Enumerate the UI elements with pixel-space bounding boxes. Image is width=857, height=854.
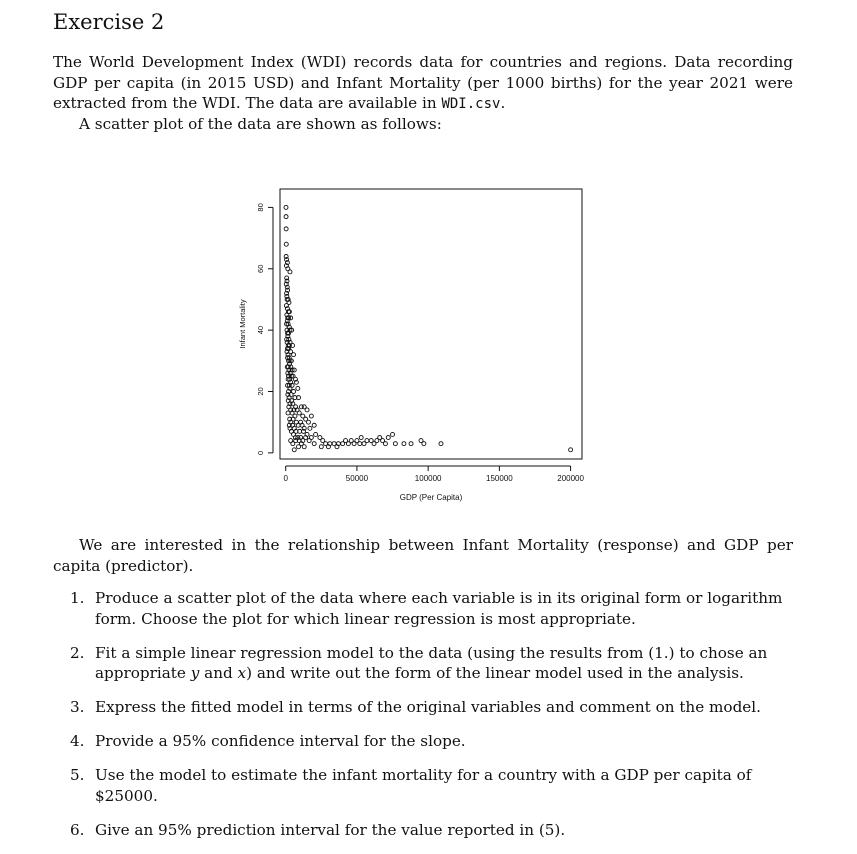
filename: WDI.csv: [441, 96, 501, 112]
data-point: [296, 386, 300, 390]
y-tick-label: 80: [256, 203, 265, 212]
data-point: [302, 445, 306, 449]
data-point: [292, 353, 296, 357]
question-item: 6. Give an 95% prediction interval for the value reported in (5).: [70, 820, 566, 839]
data-point: [402, 442, 406, 446]
x-axis-label: GDP (Per Capita): [399, 493, 463, 502]
data-point: [297, 411, 301, 415]
data-point: [284, 215, 288, 219]
data-point: [312, 423, 316, 427]
x-tick-label: 0: [283, 474, 288, 483]
exercise-heading: Exercise 2: [53, 10, 165, 34]
data-point: [409, 442, 413, 446]
scatter-intro: A scatter plot of the data are shown as follows:: [79, 115, 442, 133]
data-point: [297, 445, 301, 449]
interest-paragraph: We are interested in the relationship between Infant Mortality (response) and GDP per capita (predictor).: [53, 536, 793, 575]
y-tick-label: 20: [256, 387, 265, 396]
data-point: [306, 420, 310, 424]
data-point: [358, 442, 362, 446]
data-point: [307, 439, 311, 443]
data-point: [305, 408, 309, 412]
data-point: [359, 436, 363, 440]
question-item: 5. Use the model to estimate the infant mortality for a country with a GDP per capita of $25000.: [70, 766, 752, 805]
data-point: [391, 432, 395, 436]
data-point: [288, 270, 292, 274]
question-item: 1. Produce a scatter plot of the data where each variable is in its original form or logarithm form. Choose the plot for which linear regression is most appropriate.: [70, 589, 783, 628]
question-item: 3. Express the fitted model in terms of the original variables and comment on the model.: [70, 698, 761, 716]
plot-frame: [280, 189, 582, 459]
question-item: 4. Provide a 95% confidence interval for the slope.: [70, 732, 466, 750]
data-point: [308, 426, 312, 430]
question-item: 2. Fit a simple linear regression model to the data (using the results from (1.) to chose an appropriate y and x) and write out the form of the linear model used in the analysis.: [70, 643, 768, 682]
x-tick-label: 100000: [414, 474, 442, 483]
data-point: [312, 442, 316, 446]
y-axis: [256, 203, 273, 455]
data-point: [286, 411, 290, 415]
data-point: [569, 448, 573, 452]
data-point: [309, 414, 313, 418]
data-point: [284, 205, 288, 209]
intro-end: .: [500, 94, 506, 112]
data-point: [314, 432, 318, 436]
data-point: [365, 439, 369, 443]
data-point: [393, 442, 397, 446]
x-tick-label: 50000: [345, 474, 369, 483]
data-point: [284, 242, 288, 246]
question-list: [70, 588, 790, 854]
data-point: [422, 442, 426, 446]
y-tick-label: 60: [256, 264, 265, 273]
data-point: [292, 448, 296, 452]
data-point: [383, 442, 387, 446]
y-axis-label: Infant Mortality: [238, 299, 247, 349]
data-point: [439, 442, 443, 446]
data-point: [386, 436, 390, 440]
data-point: [284, 227, 288, 231]
y-tick-label: 40: [256, 325, 265, 335]
y-tick-label: 0: [256, 450, 265, 455]
x-axis: [283, 466, 584, 483]
data-point: [319, 445, 323, 449]
intro-text: The World Development Index (WDI) records data for countries and regions. Data recording GDP per capita (in 2015 USD) and Infant Mortality (per 1000 births) for the year 2021 were extracted from the WDI. The data are available in: [53, 53, 793, 112]
x-tick-label: 200000: [557, 474, 584, 483]
x-tick-label: 150000: [486, 474, 513, 483]
data-points: [284, 205, 573, 451]
data-point: [291, 442, 295, 446]
